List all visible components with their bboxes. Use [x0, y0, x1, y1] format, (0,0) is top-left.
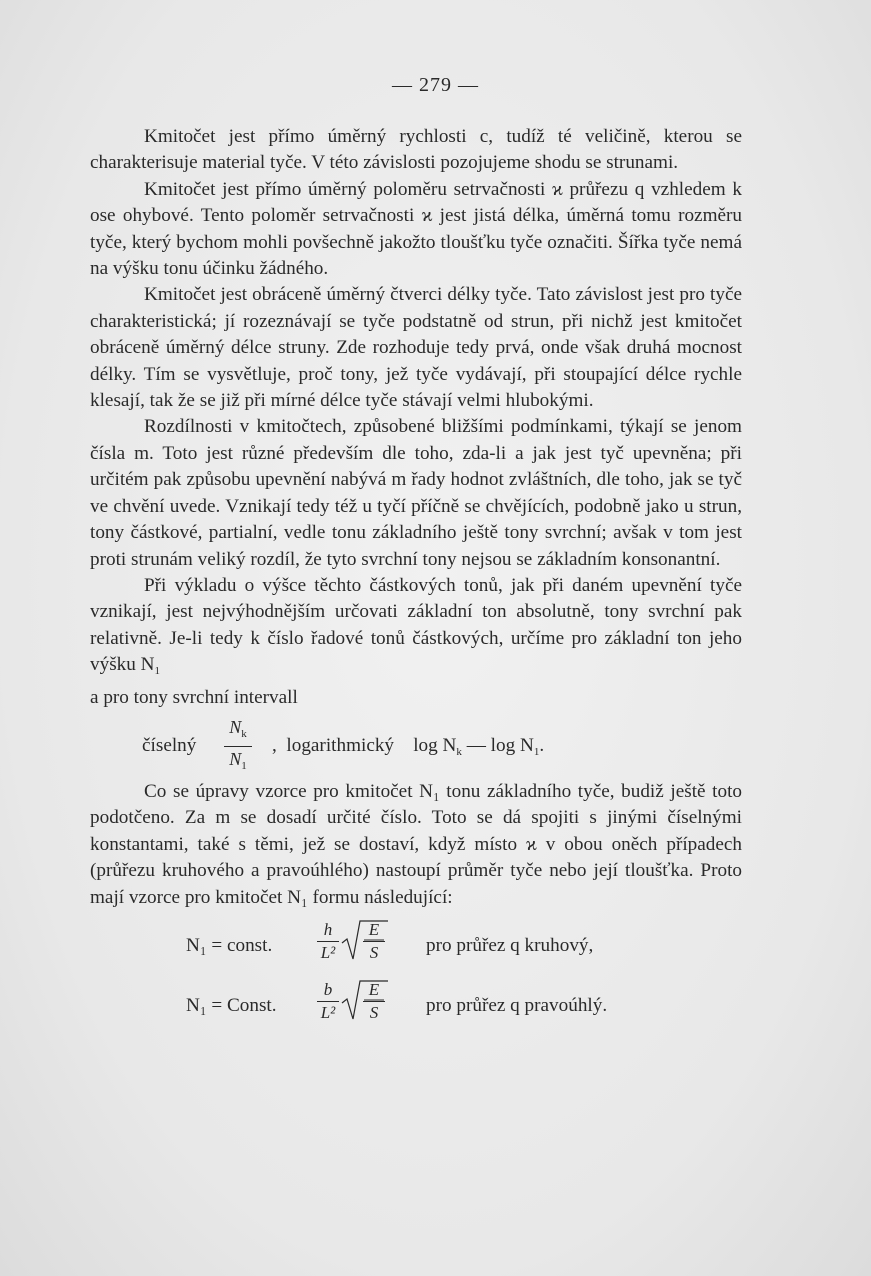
formula-log-part: , logarithmický $\log N_k$ — $\log N_1$. [272, 734, 545, 758]
paragraph-3: Kmitočet jest obráceně úměrný čtverci délky tyče. Tato závislost jest pro tyče charakteristická; jí rozeznávají se tyče podstatně od strun, při nichž jest kmitočet obráceně úměrný délce struny. Zde rozhoduje tedy prvá, onde však druhá mocnost délky. Tím se vysvětluje, proč tony, jež tyče vydávají, při stoupající délce rychle klesají, tak že se již při mírné délce tyče stávají velmi hlubokými. [90, 284, 742, 412]
paragraph-5: Při výkladu o výšce těchto částkových tonů, jak při daném upevnění tyče vznikají, jest nejvýhodnějším určovati základní ton absolutně, tony svrchní pak relativně. Je-li tedy k číslo řadové tonů částkových, určíme pro základní ton jeho výšku $N_1$ [90, 574, 742, 678]
interval-fraction: $N_k$ $N_1$ [222, 717, 254, 776]
paragraph-6: a pro tony svrchní intervall [90, 686, 298, 708]
equations-block [90, 911, 742, 1041]
paragraph-4: Rozdílnosti v kmitočtech, způsobené bližšími podmínkami, týkají se jenom čísla m. Toto jest různé především dle toho, zda-li a jak jest tyč upevněna; při určitém pak způsobu upevnění nabývá m řady hodnot zvláštních, dle toho, jak se tyč ve chvění uvede. Vznikají tedy též u tyčí příčně se chvějících, podobně jako u strun, tony částkové, partialní, vedle tonu základního ještě tony svrchní; avšak v tom jest proti strunám veliký rozdíl, že tyto svrchní tony nejsou se základním konsonantní. [90, 416, 742, 570]
paragraph-7: Co se úpravy vzorce pro kmitočet N₁ tonu základního tyče, budiž ještě toto podotčeno. Za m se dosadí určité číslo. Toto se dá spojiti s jinými číselnými konstantami, také s těmi, jež se dostaví, když místo ϰ v obou oněch případech (průřezu kruhového a pravoúhlého) nastoupí průměr tyče nebo její tloušťka. Proto mají vzorce pro kmitočet N₁ formu následující: [90, 780, 742, 908]
equation-rectangular: N₁ = Const. b L² E S pro průřez q pravoúhlý. [186, 979, 608, 1022]
equation-circular: N₁ = const. h L² E S pro průřez q kruhový, [186, 919, 594, 962]
paragraph-1: Kmitočet jest přímo úměrný rychlosti c, tudíž té veličině, kterou se charakterisuje material tyče. V této závislosti pozojujeme shodu se strunami. [90, 126, 742, 174]
paragraph-2: Kmitočet jest přímo úměrný poloměru setrvačnosti ϰ průřezu q vzhledem k ose ohybové. Tento poloměr setrvačnosti ϰ jest jistá délka, úměrná tomu rozměru tyče, který bychom mohli povšechně jakožto tloušťku tyče označiti. Šířka tyče nemá na výšku tonu účinku žádného. [90, 178, 742, 280]
formula-label-numeric: číselný [142, 734, 197, 756]
body-text [90, 124, 742, 1041]
page-number: — 279 — [392, 74, 479, 96]
interval-formula [90, 717, 742, 775]
